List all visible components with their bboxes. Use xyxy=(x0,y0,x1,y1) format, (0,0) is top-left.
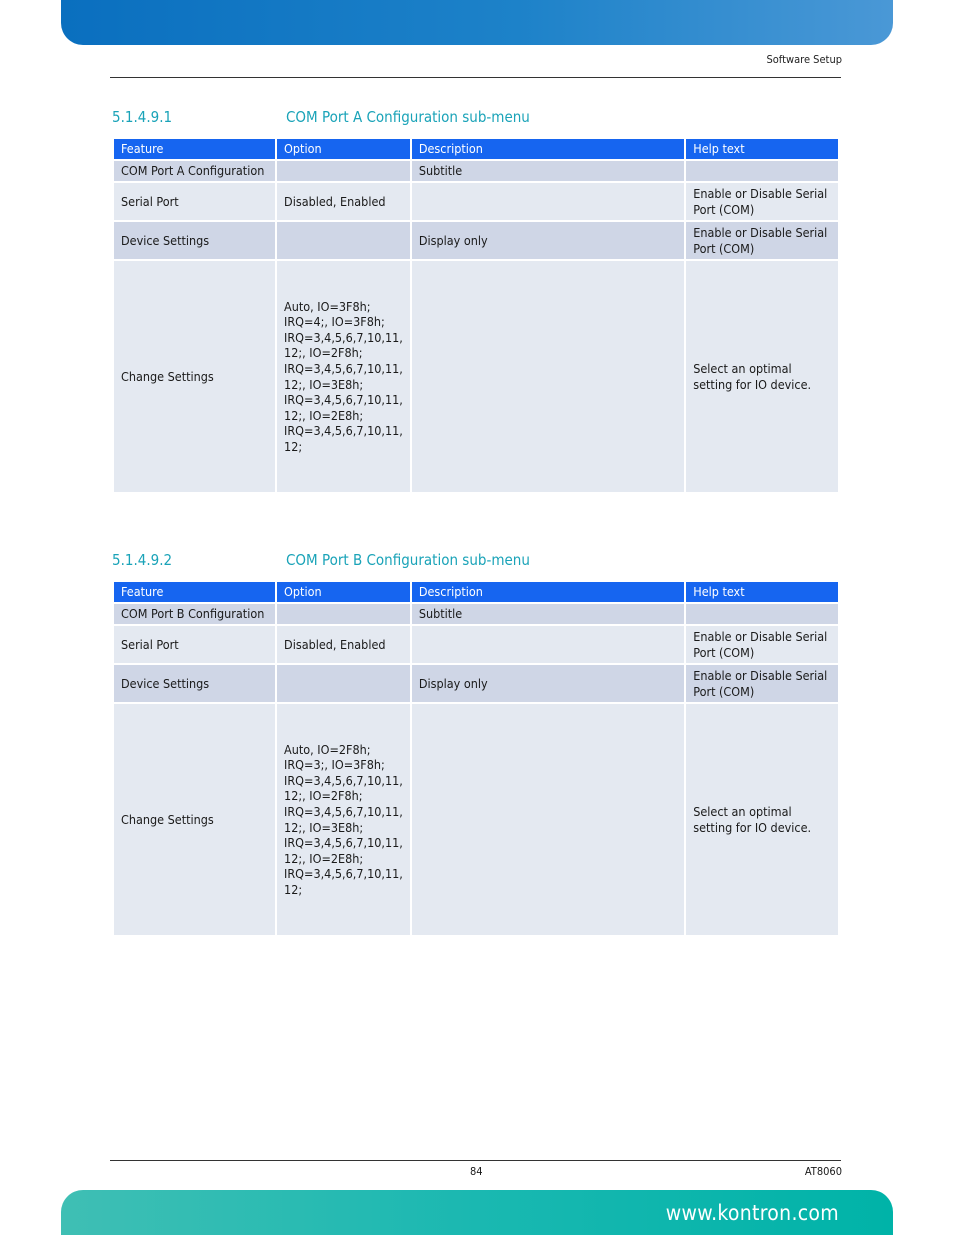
feature-cell: Serial Port xyxy=(114,183,275,220)
table-row xyxy=(114,161,838,181)
description-cell xyxy=(412,183,684,220)
column-header: Description xyxy=(412,582,684,602)
section-title: COM Port A Configuration sub-menu xyxy=(286,108,530,126)
feature-cell: Change Settings xyxy=(114,261,275,492)
table-row xyxy=(114,704,838,935)
option-line: 12;, IO=2F8h; xyxy=(284,788,363,804)
feature-cell: COM Port A Configuration xyxy=(114,161,275,181)
description-cell: Display only xyxy=(412,222,684,259)
com-a-config-table xyxy=(112,137,840,494)
help-cell: Enable or Disable Serial Port (COM) xyxy=(686,222,838,259)
page-number: 84 xyxy=(470,1165,483,1178)
option-line: IRQ=3,4,5,6,7,10,11, xyxy=(284,360,403,376)
table-header-row xyxy=(114,582,838,602)
header-divider xyxy=(110,77,841,78)
option-line: IRQ=3,4,5,6,7,10,11, xyxy=(284,772,403,788)
section-number: 5.1.4.9.2 xyxy=(112,551,173,569)
option-cell xyxy=(277,704,410,935)
description-cell xyxy=(412,626,684,663)
table-header-row xyxy=(114,139,838,159)
section-number: 5.1.4.9.1 xyxy=(112,108,173,126)
section-heading-com-a xyxy=(112,108,530,126)
option-cell xyxy=(277,261,410,492)
feature-cell: Serial Port xyxy=(114,626,275,663)
table-row xyxy=(114,222,838,259)
section-title: COM Port B Configuration sub-menu xyxy=(286,551,530,569)
table-row xyxy=(114,665,838,702)
description-cell: Subtitle xyxy=(412,604,684,624)
option-line: 12; xyxy=(284,438,303,454)
column-header: Feature xyxy=(114,139,275,159)
option-line: 12;, IO=3E8h; xyxy=(284,376,364,392)
feature-cell: Device Settings xyxy=(114,222,275,259)
option-cell: Disabled, Enabled xyxy=(277,626,410,663)
option-line: IRQ=3,4,5,6,7,10,11, xyxy=(284,329,403,345)
help-cell: Select an optimal setting for IO device. xyxy=(686,704,838,935)
description-cell: Subtitle xyxy=(412,161,684,181)
feature-cell: Change Settings xyxy=(114,704,275,935)
table-row xyxy=(114,604,838,624)
table-row xyxy=(114,261,838,492)
table-row xyxy=(114,626,838,663)
document-id: AT8060 xyxy=(804,1165,842,1178)
column-header: Description xyxy=(412,139,684,159)
column-header: Option xyxy=(277,582,410,602)
footer-divider xyxy=(110,1160,841,1161)
help-cell: Enable or Disable Serial Port (COM) xyxy=(686,183,838,220)
help-cell: Enable or Disable Serial Port (COM) xyxy=(686,665,838,702)
option-line: IRQ=3,4,5,6,7,10,11, xyxy=(284,423,403,439)
option-line: IRQ=3,4,5,6,7,10,11, xyxy=(284,803,403,819)
description-cell xyxy=(412,261,684,492)
running-header: Software Setup xyxy=(766,53,842,66)
option-cell xyxy=(277,665,410,702)
table-row xyxy=(114,183,838,220)
description-cell xyxy=(412,704,684,935)
option-line: IRQ=4;, IO=3F8h; xyxy=(284,314,385,330)
option-line: Auto, IO=2F8h; xyxy=(284,741,371,757)
description-cell: Display only xyxy=(412,665,684,702)
option-cell xyxy=(277,161,410,181)
option-line: IRQ=3;, IO=3F8h; xyxy=(284,757,385,773)
feature-cell: COM Port B Configuration xyxy=(114,604,275,624)
option-line: 12;, IO=2E8h; xyxy=(284,407,364,423)
section-heading-com-b xyxy=(112,551,530,569)
column-header: Option xyxy=(277,139,410,159)
option-line: 12;, IO=2E8h; xyxy=(284,850,364,866)
option-line: Auto, IO=3F8h; xyxy=(284,298,371,314)
website-url[interactable]: www.kontron.com xyxy=(665,1201,839,1225)
bottom-banner xyxy=(61,1190,893,1235)
option-cell xyxy=(277,604,410,624)
top-banner xyxy=(61,0,893,45)
help-cell xyxy=(686,604,838,624)
option-line: IRQ=3,4,5,6,7,10,11, xyxy=(284,392,403,408)
option-line: IRQ=3,4,5,6,7,10,11, xyxy=(284,866,403,882)
option-cell xyxy=(277,222,410,259)
help-cell: Enable or Disable Serial Port (COM) xyxy=(686,626,838,663)
help-cell xyxy=(686,161,838,181)
option-line: 12;, IO=3E8h; xyxy=(284,819,364,835)
column-header: Help text xyxy=(686,139,838,159)
column-header: Help text xyxy=(686,582,838,602)
option-cell: Disabled, Enabled xyxy=(277,183,410,220)
option-line: 12; xyxy=(284,881,303,897)
help-cell: Select an optimal setting for IO device. xyxy=(686,261,838,492)
option-line: 12;, IO=2F8h; xyxy=(284,345,363,361)
column-header: Feature xyxy=(114,582,275,602)
com-b-config-table xyxy=(112,580,840,937)
option-line: IRQ=3,4,5,6,7,10,11, xyxy=(284,835,403,851)
feature-cell: Device Settings xyxy=(114,665,275,702)
